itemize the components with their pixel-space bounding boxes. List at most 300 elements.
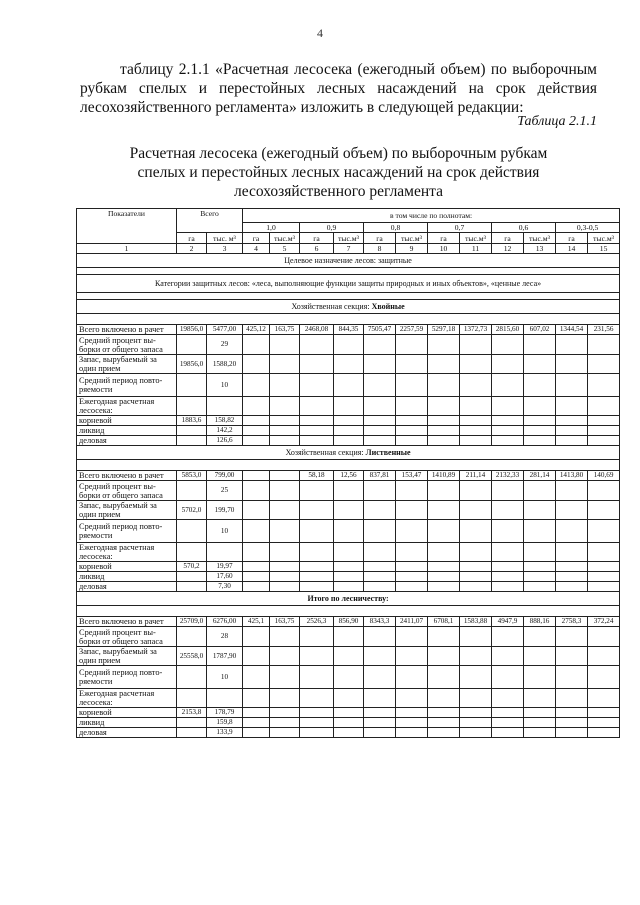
- empty-cell: [243, 426, 270, 436]
- empty-cell: [556, 520, 588, 543]
- empty-cell: [243, 708, 270, 718]
- empty-cell: [364, 481, 396, 501]
- empty-cell: [556, 426, 588, 436]
- row-label-annual-cut: [77, 397, 177, 416]
- empty-cell: [177, 689, 207, 708]
- empty-cell: [428, 728, 460, 738]
- row-label-root: корневой: [77, 708, 177, 718]
- total-value: 6276,00: [207, 617, 243, 627]
- empty-cell: [270, 627, 300, 647]
- total-value: 856,90: [334, 617, 364, 627]
- empty-cell: [270, 416, 300, 426]
- empty-cell: [588, 501, 620, 520]
- total-value: 2132,33: [492, 471, 524, 481]
- empty-cell: [396, 520, 428, 543]
- root-m3-value: 19,97: [207, 562, 243, 572]
- row-label-avg-percent-line-2: борки от общего запаса: [79, 490, 163, 500]
- section-title-prefix: Хозяйственная секция:: [285, 448, 366, 457]
- empty-cell: [460, 543, 492, 562]
- empty-cell: [334, 543, 364, 562]
- empty-cell: [364, 666, 396, 689]
- section-deciduous: [77, 446, 620, 592]
- table-title-line-1: Расчетная лесосека (ежегодный объем) по выборочным рубкам: [129, 145, 548, 162]
- unit-ha: га: [177, 233, 207, 244]
- empty-cell: [524, 666, 556, 689]
- unit-m3: тыс.м³: [270, 233, 300, 244]
- empty-cell: [428, 647, 460, 666]
- unit-m3: тыс.м³: [588, 233, 620, 244]
- empty-cell: [492, 397, 524, 416]
- total-value: 5297,18: [428, 325, 460, 335]
- empty-cell: [396, 572, 428, 582]
- empty-cell: [588, 481, 620, 501]
- empty-cell: [588, 355, 620, 374]
- empty-cell: [588, 708, 620, 718]
- period-value: 10: [207, 666, 243, 689]
- empty-cell: [460, 374, 492, 397]
- column-number: 4: [243, 244, 270, 254]
- row-label-avg-percent: [77, 481, 177, 501]
- empty-cell: [428, 397, 460, 416]
- empty-cell: [270, 520, 300, 543]
- empty-cell: [300, 416, 334, 426]
- empty-cell: [524, 374, 556, 397]
- empty-cell: [300, 520, 334, 543]
- row-label-stock: [77, 647, 177, 666]
- row-label-avg-percent-line-1: Средний процент вы-: [79, 627, 156, 637]
- column-number: 10: [428, 244, 460, 254]
- unit-m3: тыс.м³: [524, 233, 556, 244]
- spacer-row: [77, 460, 620, 471]
- empty-cell: [270, 335, 300, 355]
- row-label-stock-line-1: Запас, вырубаемый за: [79, 501, 157, 510]
- empty-cell: [270, 397, 300, 416]
- unit-ha: га: [364, 233, 396, 244]
- empty-cell: [243, 666, 270, 689]
- empty-cell: [460, 520, 492, 543]
- total-value: [243, 471, 270, 481]
- total-value: 163,75: [270, 617, 300, 627]
- row-label-period-line-2: ряемости: [79, 385, 113, 394]
- total-value: 888,16: [524, 617, 556, 627]
- empty-cell: [588, 728, 620, 738]
- empty-cell: [428, 543, 460, 562]
- empty-cell: [492, 520, 524, 543]
- empty-cell: [492, 416, 524, 426]
- row-label-stock: [77, 355, 177, 374]
- empty-cell: [364, 397, 396, 416]
- empty-cell: [300, 436, 334, 446]
- business-m3-value: 133,9: [207, 728, 243, 738]
- empty-cell: [243, 374, 270, 397]
- empty-cell: [556, 708, 588, 718]
- spacer-row: [77, 268, 620, 275]
- empty-cell: [364, 335, 396, 355]
- column-number: 15: [588, 244, 620, 254]
- empty-cell: [364, 426, 396, 436]
- empty-cell: [270, 689, 300, 708]
- empty-cell: [270, 647, 300, 666]
- column-number: 5: [270, 244, 300, 254]
- empty-cell: [243, 689, 270, 708]
- total-value: 58,18: [300, 471, 334, 481]
- unit-ha: га: [243, 233, 270, 244]
- total-value: [270, 471, 300, 481]
- stock-ha-value: 19856,0: [177, 355, 207, 374]
- empty-cell: [588, 374, 620, 397]
- header-density-5: 0,6: [492, 223, 556, 233]
- row-label-business: деловая: [77, 728, 177, 738]
- empty-cell: [364, 627, 396, 647]
- empty-cell: [207, 543, 243, 562]
- empty-cell: [556, 718, 588, 728]
- stock-m3-value: 1787,90: [207, 647, 243, 666]
- total-value: 607,02: [524, 325, 556, 335]
- empty-cell: [364, 374, 396, 397]
- empty-cell: [396, 708, 428, 718]
- empty-cell: [300, 355, 334, 374]
- empty-cell: [396, 397, 428, 416]
- empty-cell: [428, 355, 460, 374]
- empty-cell: [524, 582, 556, 592]
- avg-percent-value: 29: [207, 335, 243, 355]
- empty-cell: [588, 416, 620, 426]
- empty-cell: [492, 666, 524, 689]
- column-number: 12: [492, 244, 524, 254]
- empty-cell: [300, 481, 334, 501]
- empty-cell: [364, 647, 396, 666]
- empty-cell: [300, 562, 334, 572]
- empty-cell: [428, 666, 460, 689]
- empty-cell: [300, 689, 334, 708]
- empty-cell: [300, 335, 334, 355]
- forest-purpose-row: Целевое назначение лесов: защитные: [77, 254, 620, 268]
- empty-cell: [556, 647, 588, 666]
- empty-cell: [492, 582, 524, 592]
- empty-cell: [334, 647, 364, 666]
- total-value: 425,12: [243, 325, 270, 335]
- section-title-name: Хвойные: [371, 302, 405, 311]
- empty-cell: [428, 572, 460, 582]
- empty-cell: [588, 335, 620, 355]
- column-number: 9: [396, 244, 428, 254]
- row-label-business: деловая: [77, 436, 177, 446]
- empty-cell: [334, 582, 364, 592]
- empty-cell: [364, 718, 396, 728]
- empty-cell: [524, 562, 556, 572]
- empty-cell: [524, 689, 556, 708]
- empty-cell: [556, 562, 588, 572]
- total-value: 425,1: [243, 617, 270, 627]
- empty-cell: [300, 426, 334, 436]
- row-label-annual-cut-line-2: лесосека:: [79, 552, 113, 561]
- empty-cell: [334, 501, 364, 520]
- row-label-period-line-1: Средний период повто-: [79, 376, 163, 385]
- column-number: 11: [460, 244, 492, 254]
- total-value: 163,75: [270, 325, 300, 335]
- empty-cell: [588, 666, 620, 689]
- empty-cell: [396, 374, 428, 397]
- empty-cell: [243, 481, 270, 501]
- empty-cell: [334, 397, 364, 416]
- total-value: 19856,0: [177, 325, 207, 335]
- row-label-avg-percent: [77, 627, 177, 647]
- total-value: 372,24: [588, 617, 620, 627]
- empty-cell: [460, 436, 492, 446]
- column-number: 3: [207, 244, 243, 254]
- total-value: 2257,59: [396, 325, 428, 335]
- empty-cell: [428, 416, 460, 426]
- empty-cell: [207, 689, 243, 708]
- empty-cell: [428, 374, 460, 397]
- business-m3-value: 126,6: [207, 436, 243, 446]
- header-density-4: 0,7: [428, 223, 492, 233]
- empty-cell: [243, 543, 270, 562]
- empty-cell: [300, 572, 334, 582]
- table-caption: Таблица 2.1.1: [517, 114, 597, 129]
- empty-cell: [334, 426, 364, 436]
- section-title: [77, 300, 620, 314]
- empty-cell: [270, 708, 300, 718]
- empty-cell: [396, 501, 428, 520]
- empty-cell: [243, 718, 270, 728]
- empty-cell: [364, 689, 396, 708]
- row-label-stock-line-2: один прием: [79, 656, 121, 665]
- spacer-row: [77, 314, 620, 325]
- period-value: 10: [207, 374, 243, 397]
- empty-cell: [300, 666, 334, 689]
- liquid-m3-value: 159,8: [207, 718, 243, 728]
- row-label-total: Всего включено в рачет: [77, 471, 177, 481]
- total-value: 140,69: [588, 471, 620, 481]
- empty-cell: [556, 572, 588, 582]
- empty-cell: [428, 520, 460, 543]
- unit-m3: тыс.м³: [460, 233, 492, 244]
- empty-cell: [300, 647, 334, 666]
- row-label-avg-percent-line-1: Средний процент вы-: [79, 335, 156, 345]
- row-label-liquid: ликвид: [77, 426, 177, 436]
- empty-cell: [177, 374, 207, 397]
- row-label-annual-cut: [77, 543, 177, 562]
- empty-cell: [556, 481, 588, 501]
- empty-cell: [364, 582, 396, 592]
- row-label-period: [77, 666, 177, 689]
- empty-cell: [588, 627, 620, 647]
- header-total: Всего: [177, 209, 243, 233]
- root-ha-value: 2153,8: [177, 708, 207, 718]
- row-label-business: деловая: [77, 582, 177, 592]
- empty-cell: [300, 718, 334, 728]
- table-title-line-2: спелых и перестойных лесных насаждений на срок действия: [137, 164, 540, 181]
- empty-cell: [334, 572, 364, 582]
- empty-cell: [396, 728, 428, 738]
- row-label-liquid: ликвид: [77, 572, 177, 582]
- empty-cell: [556, 416, 588, 426]
- unit-ha: га: [556, 233, 588, 244]
- row-label-stock-line-1: Запас, вырубаемый за: [79, 355, 157, 364]
- row-label-period-line-2: ряемости: [79, 531, 113, 540]
- row-label-avg-percent-line-2: борки от общего запаса: [79, 344, 163, 354]
- empty-cell: [334, 689, 364, 708]
- empty-cell: [177, 572, 207, 582]
- root-m3-value: 178,79: [207, 708, 243, 718]
- root-ha-value: 1883,6: [177, 416, 207, 426]
- empty-cell: [243, 436, 270, 446]
- empty-cell: [177, 481, 207, 501]
- empty-cell: [270, 666, 300, 689]
- spacer-row: [77, 606, 620, 617]
- forest-category-row: Категории защитных лесов: «леса, выполняющие функции защиты природных и иных объектов», «ценные леса»: [77, 275, 620, 293]
- row-label-total: Всего включено в рачет: [77, 325, 177, 335]
- table-title: [80, 144, 597, 201]
- empty-cell: [243, 647, 270, 666]
- empty-cell: [588, 426, 620, 436]
- column-number: 2: [177, 244, 207, 254]
- section-title-name: Лиственные: [365, 448, 411, 457]
- row-label-annual-cut-line-1: Ежегодная расчетная: [79, 397, 155, 406]
- empty-cell: [396, 543, 428, 562]
- row-label-stock-line-2: один прием: [79, 510, 121, 519]
- total-value: 1372,73: [460, 325, 492, 335]
- empty-cell: [396, 426, 428, 436]
- period-value: 10: [207, 520, 243, 543]
- empty-cell: [300, 708, 334, 718]
- empty-cell: [177, 718, 207, 728]
- empty-cell: [492, 562, 524, 572]
- empty-cell: [396, 627, 428, 647]
- data-table: [76, 208, 620, 738]
- header-density-3: 0,8: [364, 223, 428, 233]
- empty-cell: [556, 501, 588, 520]
- empty-cell: [177, 543, 207, 562]
- empty-cell: [524, 728, 556, 738]
- column-number: 7: [334, 244, 364, 254]
- empty-cell: [460, 416, 492, 426]
- column-number: 8: [364, 244, 396, 254]
- intro-paragraph: таблицу 2.1.1 «Расчетная лесосека (ежегодный объем) по выборочным рубкам спелых и перестойных лесных насаждений на срок действия лесохозяйственного регламента» изложить в следующей редакции:: [80, 61, 597, 116]
- empty-cell: [243, 627, 270, 647]
- empty-cell: [334, 436, 364, 446]
- empty-cell: [428, 436, 460, 446]
- empty-cell: [396, 416, 428, 426]
- empty-cell: [588, 436, 620, 446]
- empty-cell: [556, 436, 588, 446]
- empty-cell: [460, 501, 492, 520]
- column-number: 1: [77, 244, 177, 254]
- empty-cell: [588, 647, 620, 666]
- empty-cell: [270, 562, 300, 572]
- empty-cell: [428, 627, 460, 647]
- stock-m3-value: 1588,20: [207, 355, 243, 374]
- empty-cell: [524, 481, 556, 501]
- row-label-root: корневой: [77, 562, 177, 572]
- empty-cell: [396, 689, 428, 708]
- empty-cell: [588, 582, 620, 592]
- unit-ha: га: [300, 233, 334, 244]
- empty-cell: [364, 543, 396, 562]
- empty-cell: [588, 562, 620, 572]
- empty-cell: [270, 582, 300, 592]
- unit-m3: тыс.м³: [396, 233, 428, 244]
- total-value: 281,14: [524, 471, 556, 481]
- total-value: 8343,3: [364, 617, 396, 627]
- column-number: 14: [556, 244, 588, 254]
- empty-cell: [396, 562, 428, 572]
- empty-cell: [364, 520, 396, 543]
- section-title: [77, 446, 620, 460]
- empty-cell: [243, 728, 270, 738]
- total-value: 5477,00: [207, 325, 243, 335]
- empty-cell: [396, 355, 428, 374]
- empty-cell: [300, 582, 334, 592]
- empty-cell: [270, 572, 300, 582]
- empty-cell: [556, 666, 588, 689]
- empty-cell: [428, 718, 460, 728]
- total-value: 12,56: [334, 471, 364, 481]
- empty-cell: [556, 543, 588, 562]
- empty-cell: [177, 397, 207, 416]
- empty-cell: [300, 543, 334, 562]
- empty-cell: [460, 666, 492, 689]
- row-label-period-line-1: Средний период повто-: [79, 522, 163, 531]
- total-value: 1413,80: [556, 471, 588, 481]
- empty-cell: [270, 426, 300, 436]
- total-value: 5853,0: [177, 471, 207, 481]
- empty-cell: [396, 582, 428, 592]
- empty-cell: [524, 520, 556, 543]
- empty-cell: [428, 689, 460, 708]
- empty-cell: [492, 426, 524, 436]
- empty-cell: [243, 355, 270, 374]
- row-label-avg-percent-line-2: борки от общего запаса: [79, 636, 163, 646]
- header-density-6: 0,3-0,5: [556, 223, 620, 233]
- section-title: [77, 592, 620, 606]
- root-m3-value: 158,82: [207, 416, 243, 426]
- empty-cell: [492, 572, 524, 582]
- row-label-total: Всего включено в рачет: [77, 617, 177, 627]
- section-forestry-total: [77, 592, 620, 738]
- row-label-period: [77, 374, 177, 397]
- empty-cell: [177, 426, 207, 436]
- row-label-period: [77, 520, 177, 543]
- empty-cell: [492, 335, 524, 355]
- empty-cell: [492, 355, 524, 374]
- empty-cell: [524, 426, 556, 436]
- section-coniferous: [77, 300, 620, 446]
- row-label-annual-cut-line-1: Ежегодная расчетная: [79, 689, 155, 698]
- empty-cell: [460, 481, 492, 501]
- empty-cell: [300, 728, 334, 738]
- empty-cell: [428, 562, 460, 572]
- empty-cell: [460, 572, 492, 582]
- empty-cell: [524, 416, 556, 426]
- empty-cell: [300, 627, 334, 647]
- empty-cell: [492, 481, 524, 501]
- empty-cell: [270, 543, 300, 562]
- empty-cell: [524, 572, 556, 582]
- column-number: 13: [524, 244, 556, 254]
- empty-cell: [524, 436, 556, 446]
- empty-cell: [460, 708, 492, 718]
- row-label-annual-cut-line-2: лесосека:: [79, 698, 113, 707]
- empty-cell: [524, 708, 556, 718]
- row-label-stock-line-2: один прием: [79, 364, 121, 373]
- total-value: 231,56: [588, 325, 620, 335]
- section-title-prefix: Хозяйственная секция:: [291, 302, 372, 311]
- header-density-1: 1,0: [243, 223, 300, 233]
- empty-cell: [428, 481, 460, 501]
- empty-cell: [428, 708, 460, 718]
